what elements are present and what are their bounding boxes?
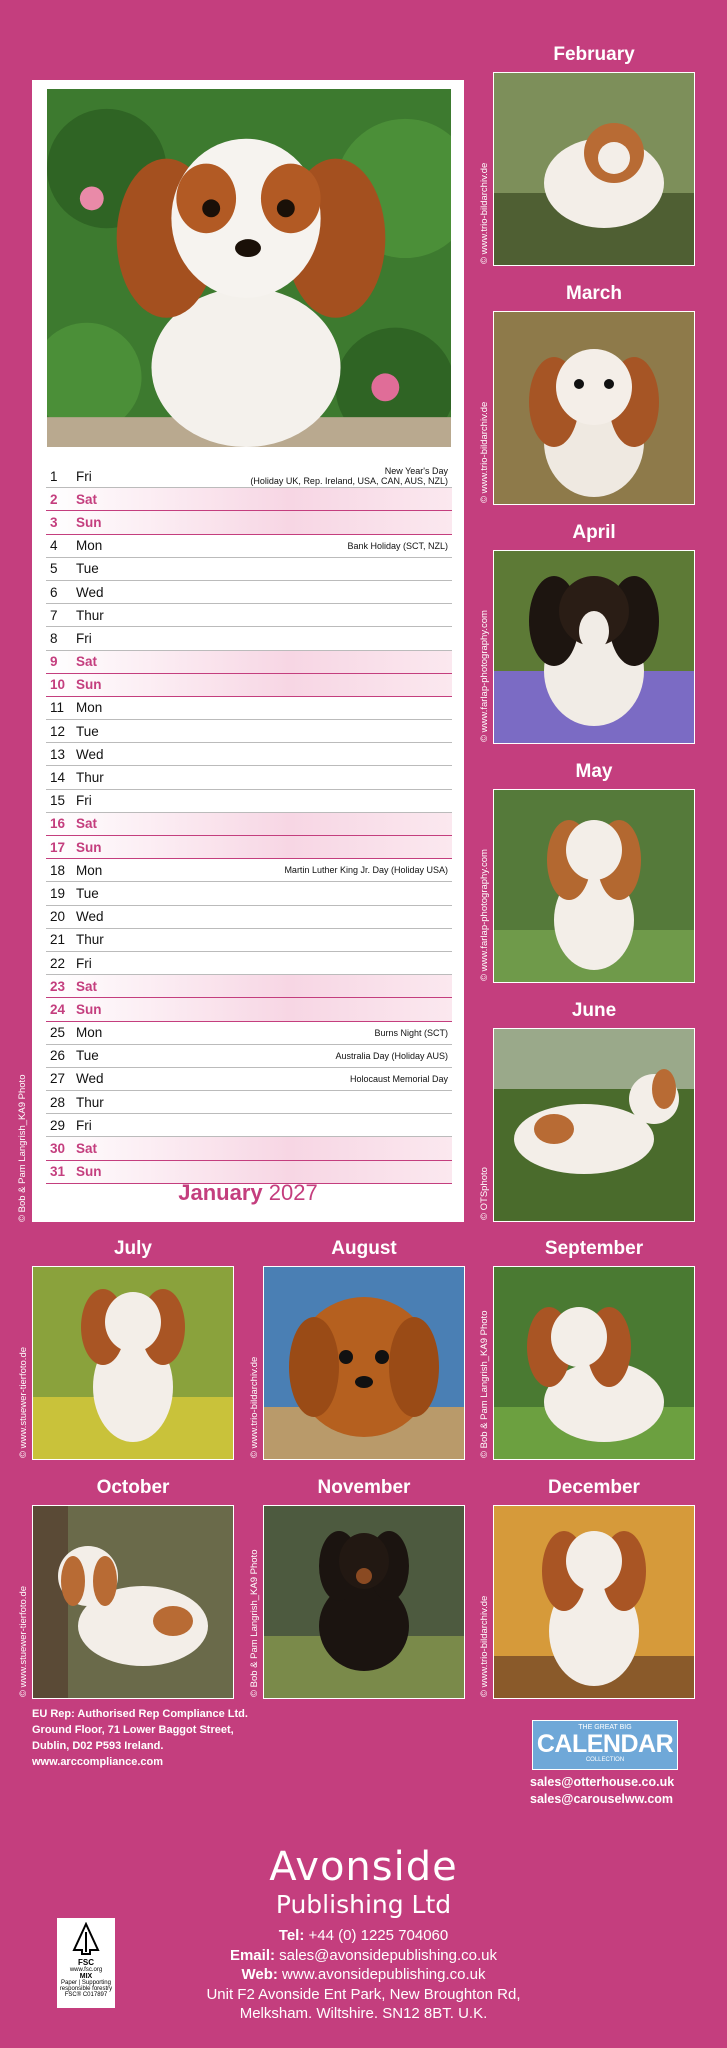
day-name: Sat — [76, 654, 98, 670]
day-name: Wed — [76, 584, 104, 600]
day-name: Fri — [76, 630, 92, 646]
day-row — [46, 488, 452, 511]
day-number: 23 — [50, 978, 66, 994]
holiday-note: Bank Holiday (SCT, NZL) — [347, 540, 448, 551]
day-number: 4 — [50, 538, 58, 554]
day-row — [46, 743, 452, 766]
october-photo — [32, 1505, 234, 1699]
day-number: 1 — [50, 468, 58, 484]
day-number: 2 — [50, 491, 58, 507]
fsc-name: FSC — [78, 1958, 94, 1967]
day-name: Sat — [76, 491, 98, 507]
march-photo — [493, 311, 695, 505]
day-number: 17 — [50, 839, 66, 855]
day-row — [46, 813, 452, 836]
day-name: Sun — [76, 839, 102, 855]
month-label-april: April — [572, 522, 616, 543]
may-credit: © www.farlap-photography.com — [479, 849, 490, 981]
april-credit: © www.farlap-photography.com — [479, 610, 490, 742]
day-number: 25 — [50, 1025, 66, 1041]
day-row — [46, 859, 452, 882]
holiday-note: Burns Night (SCT) — [374, 1027, 448, 1038]
day-name: Wed — [76, 1071, 104, 1087]
month-label-december: December — [548, 1477, 640, 1498]
day-row — [46, 1137, 452, 1160]
eu-rep-line2: Ground Floor, 71 Lower Baggot Street, — [32, 1724, 234, 1736]
day-row — [46, 581, 452, 604]
august-credit: © www.trio-bildarchiv.de — [249, 1356, 260, 1458]
day-row — [46, 558, 452, 581]
october-credit: © www.stuewer-tierfoto.de — [18, 1585, 29, 1697]
day-name: Thur — [76, 770, 104, 786]
day-number: 31 — [50, 1164, 66, 1180]
day-row — [46, 535, 452, 558]
tel-value: +44 (0) 1225 704060 — [308, 1927, 449, 1944]
month-label-october: October — [96, 1477, 170, 1498]
day-number: 11 — [50, 700, 65, 716]
eu-rep-line1: EU Rep: Authorised Rep Compliance Ltd. — [32, 1708, 248, 1720]
day-row — [46, 906, 452, 929]
eu-rep-block — [32, 1706, 248, 1770]
eu-rep-line3: Dublin, D02 P593 Ireland. — [32, 1740, 164, 1752]
day-row — [46, 929, 452, 952]
day-name: Sat — [76, 816, 98, 832]
day-name: Tue — [76, 561, 99, 577]
day-row — [46, 604, 452, 627]
day-name: Sun — [76, 677, 102, 693]
calendar-collection-logo — [532, 1720, 678, 1770]
day-name: Tue — [76, 885, 99, 901]
day-row — [46, 975, 452, 998]
month-label-june: June — [571, 1000, 617, 1021]
holiday-note: New Year's Day (Holiday UK, Rep. Ireland, USA, CAN, AUS, NZL) — [250, 466, 448, 487]
day-name: Sun — [76, 1001, 102, 1017]
day-number: 8 — [50, 630, 58, 646]
day-number: 26 — [50, 1048, 66, 1064]
tel-label: Tel: — [278, 1927, 305, 1944]
day-name: Mon — [76, 1025, 103, 1041]
february-credit: © www.trio-bildarchiv.de — [479, 162, 490, 264]
fsc-code: FSC® C017897 — [64, 1992, 108, 1998]
november-credit: © Bob & Pam Langrish_KA9 Photo — [249, 1549, 260, 1697]
sales-email-1: sales@otterhouse.co.uk — [530, 1775, 675, 1789]
day-name: Thur — [76, 607, 104, 623]
day-name: Sat — [76, 978, 98, 994]
june-photo — [493, 1028, 695, 1222]
july-photo — [32, 1266, 234, 1460]
holiday-note: Martin Luther King Jr. Day (Holiday USA) — [284, 865, 448, 876]
day-number: 24 — [50, 1001, 66, 1017]
day-row — [46, 627, 452, 650]
day-list — [46, 465, 452, 1184]
day-name: Wed — [76, 746, 104, 762]
day-number: 22 — [50, 955, 66, 971]
april-photo — [493, 550, 695, 744]
december-credit: © www.trio-bildarchiv.de — [479, 1595, 490, 1697]
month-title — [32, 1180, 464, 1206]
holiday-note: Holocaust Memorial Day — [349, 1073, 448, 1084]
day-name: Thur — [76, 932, 104, 948]
day-number: 7 — [50, 607, 58, 623]
day-number: 5 — [50, 561, 58, 577]
day-name: Fri — [76, 1117, 92, 1133]
day-row — [46, 790, 452, 813]
web-label: Web: — [241, 1966, 278, 1983]
fsc-site: www.fsc.org — [69, 1967, 103, 1973]
day-name: Mon — [76, 862, 103, 878]
day-row — [46, 1068, 452, 1091]
day-row — [46, 697, 452, 720]
may-photo — [493, 789, 695, 983]
june-credit: © OTSphoto — [479, 1167, 490, 1220]
year: 2027 — [268, 1180, 318, 1205]
day-row — [46, 674, 452, 697]
fsc-logo — [57, 1918, 115, 2008]
sales-email-2: sales@carouselww.com — [530, 1792, 674, 1806]
month-label-march: March — [566, 283, 622, 304]
day-name: Sun — [76, 1164, 102, 1180]
month-label-july: July — [113, 1238, 153, 1259]
day-row — [46, 766, 452, 789]
holiday-note: Australia Day (Holiday AUS) — [335, 1050, 448, 1061]
day-number: 3 — [50, 514, 58, 530]
brand-name: Avonside — [269, 1844, 458, 1890]
day-number: 16 — [50, 816, 66, 832]
sales-emails — [530, 1774, 674, 1808]
email-label: Email: — [229, 1946, 275, 1964]
day-number: 6 — [50, 584, 58, 600]
day-name: Tue — [76, 1048, 99, 1064]
day-number: 30 — [50, 1141, 66, 1157]
day-number: 14 — [50, 770, 66, 786]
day-name: Sun — [76, 514, 102, 530]
day-number: 28 — [50, 1094, 66, 1110]
day-name: Mon — [76, 700, 103, 716]
december-photo — [493, 1505, 695, 1699]
fsc-desc: Paper | Supporting responsible forestry — [59, 1980, 113, 1992]
day-number: 27 — [50, 1071, 66, 1087]
day-name: Fri — [76, 793, 92, 809]
day-row — [46, 1022, 452, 1045]
day-row — [46, 651, 452, 674]
day-row — [46, 1114, 452, 1137]
month-name: January — [178, 1180, 263, 1205]
day-number: 29 — [50, 1117, 66, 1133]
day-row — [46, 1091, 452, 1114]
day-row — [46, 952, 452, 975]
day-row — [46, 465, 452, 488]
day-number: 10 — [50, 677, 66, 693]
day-number: 20 — [50, 909, 66, 925]
day-number: 19 — [50, 885, 66, 901]
day-row — [46, 882, 452, 905]
day-number: 9 — [50, 654, 58, 670]
fsc-tree-icon — [66, 1922, 106, 1956]
month-label-august: August — [331, 1238, 397, 1259]
month-label-february: February — [553, 44, 635, 65]
day-name: Fri — [76, 955, 92, 971]
day-row — [46, 998, 452, 1021]
day-name: Mon — [76, 538, 103, 554]
january-credit: © Bob & Pam Langrish_KA9 Photo — [17, 1074, 28, 1222]
july-credit: © www.stuewer-tierfoto.de — [18, 1346, 29, 1458]
month-label-may: May — [575, 761, 613, 782]
logo-small-text: THE GREAT BIG — [578, 1724, 632, 1731]
day-number: 21 — [50, 932, 66, 948]
email-value: sales@avonsidepublishing.co.uk — [279, 1946, 498, 1964]
day-name: Sat — [76, 1141, 98, 1157]
day-name: Tue — [76, 723, 99, 739]
month-label-november: November — [317, 1477, 411, 1498]
november-photo — [263, 1505, 465, 1699]
day-row — [46, 836, 452, 859]
eu-rep-website: www.arccompliance.com — [32, 1756, 164, 1768]
month-label-september: September — [544, 1238, 644, 1259]
address-line1: Unit F2 Avonside Ent Park, New Broughton Rd, — [206, 1985, 521, 2003]
day-number: 12 — [50, 723, 66, 739]
day-number: 18 — [50, 862, 66, 878]
day-number: 13 — [50, 746, 66, 762]
february-photo — [493, 72, 695, 266]
fsc-mix: MIX — [79, 1973, 93, 1980]
january-photo — [46, 88, 452, 448]
day-name: Fri — [76, 468, 92, 484]
day-name: Wed — [76, 909, 104, 925]
logo-collection-text: COLLECTION — [585, 1757, 625, 1763]
september-credit: © Bob & Pam Langrish_KA9 Photo — [479, 1310, 490, 1458]
day-name: Thur — [76, 1094, 104, 1110]
day-row — [46, 511, 452, 534]
brand-subtitle: Publishing Ltd — [275, 1890, 452, 1919]
day-row — [46, 1045, 452, 1068]
logo-big-text: CALENDAR — [536, 1730, 674, 1758]
web-value: www.avonsidepublishing.co.uk — [282, 1966, 486, 1983]
day-number: 15 — [50, 793, 66, 809]
day-row — [46, 720, 452, 743]
september-photo — [493, 1266, 695, 1460]
august-photo — [263, 1266, 465, 1460]
address-line2: Melksham. Wiltshire. SN12 8BT. U.K. — [239, 2005, 488, 2022]
march-credit: © www.trio-bildarchiv.de — [479, 401, 490, 503]
